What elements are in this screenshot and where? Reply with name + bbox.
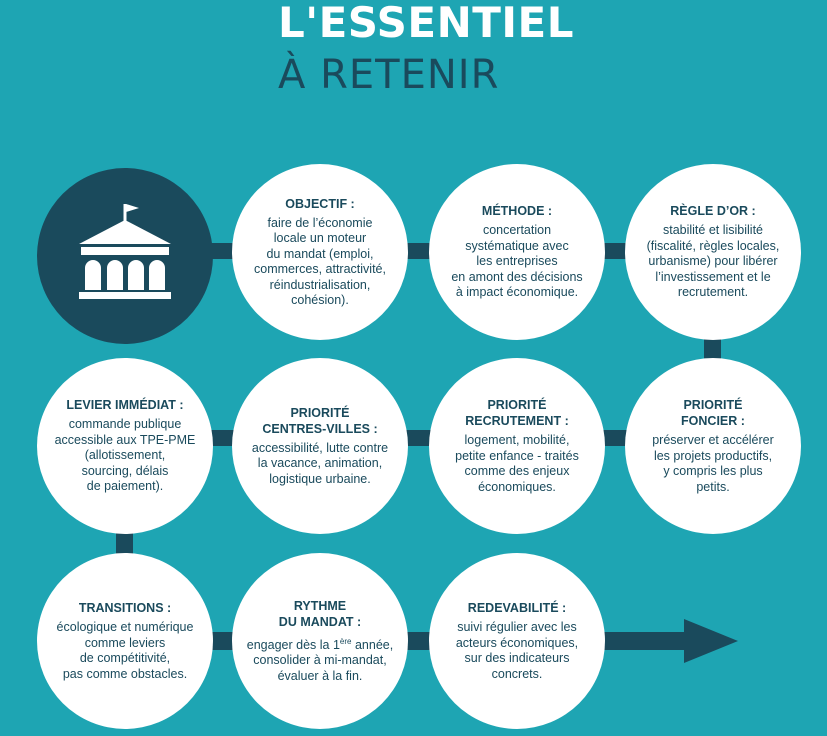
step-title: TRANSITIONS : (78, 601, 172, 615)
step-regle-dor (625, 164, 801, 340)
arrow-shaft (606, 632, 686, 650)
title-line-2: À RETENIR (278, 52, 500, 98)
step-text: logement, mobilité, petite enfance - traités comme des enjeux économiques. (455, 433, 579, 494)
step-text: suivi régulier avec les acteurs économiques, sur des indicateurs concrets. (455, 620, 579, 681)
step-title: LEVIER IMMÉDIAT : (66, 398, 184, 413)
step-methode (429, 164, 605, 340)
step-text-start: engager dès la 1 (246, 637, 340, 652)
step-title: RYTHME DU MANDAT : (278, 598, 362, 629)
step-title: RÈGLE D’OR : (670, 204, 756, 219)
town-hall-badge (37, 168, 213, 344)
step-priorite-recrutement (429, 358, 605, 534)
town-hall-flag-icon (37, 168, 213, 344)
step-text: écologique et numérique comme leviers de compétitivité, pas comme obstacles. (56, 620, 194, 681)
step-title: REDEVABILITÉ : (467, 601, 567, 615)
step-text: commande publique accessible aux TPE-PME (allotissement, sourcing, délais de paiement). (54, 417, 196, 494)
step-priorite-foncier (625, 358, 801, 534)
step-levier-immediat (37, 358, 213, 534)
step-text: préserver et accélérer les projets productifs, y compris les plus petits. (652, 433, 774, 494)
step-text-end: année, consolider à mi-mandat, évaluer à la fin. (253, 637, 394, 683)
step-priorite-centres-villes (232, 358, 408, 534)
step-title: OBJECTIF : (285, 196, 355, 211)
arrow-right-icon (684, 619, 738, 663)
step-rythme-du-mandat (232, 553, 408, 729)
step-title: PRIORITÉ CENTRES-VILLES : (262, 405, 378, 436)
step-title: PRIORITÉ RECRUTEMENT : (465, 398, 569, 428)
step-transitions (37, 553, 213, 729)
step-text: faire de l’économie locale un moteur du mandat (emploi, commerces, attractivité, réindustrialisation, cohésion). (254, 215, 386, 307)
step-text: stabilité et lisibilité (fiscalité, règles locales, urbanisme) pour libérer l’investissement et le recrutement. (646, 223, 780, 300)
step-objectif (232, 164, 408, 340)
step-title: PRIORITÉ FONCIER : (681, 398, 745, 428)
step-text-superscript: ère (339, 636, 352, 646)
step-redevabilite (429, 553, 605, 729)
title-line-1: L'ESSENTIEL (278, 0, 574, 47)
step-text (247, 634, 393, 685)
step-text: accessibilité, lutte contre la vacance, animation, logistique urbaine. (251, 440, 389, 486)
step-title: MÉTHODE : (481, 204, 553, 219)
step-text: concertation systématique avec les entreprises en amont des décisions à impact économique. (451, 223, 583, 300)
